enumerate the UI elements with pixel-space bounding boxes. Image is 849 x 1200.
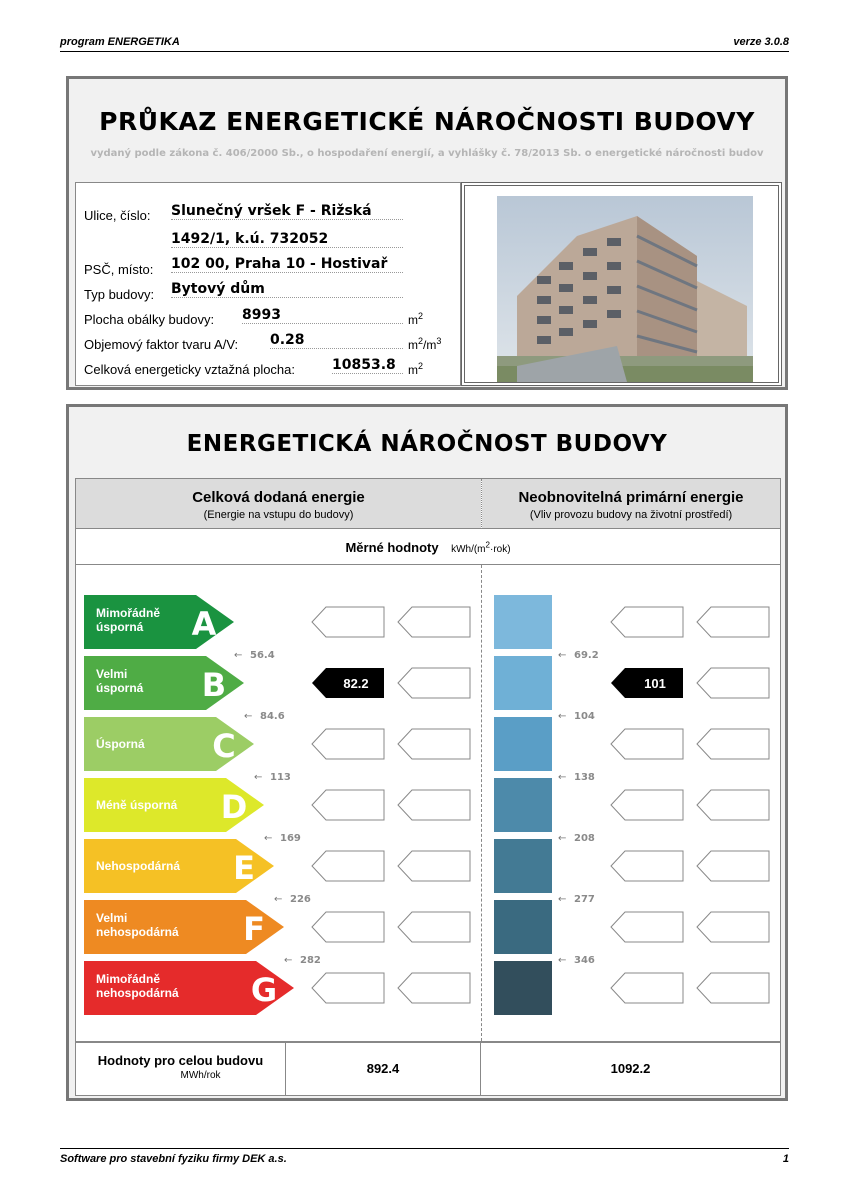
energy-class-chart: [76, 565, 780, 1041]
class-label-b: Velmi: [96, 667, 128, 681]
street-label: Ulice, číslo:: [84, 208, 151, 223]
primary-empty-marker-2: [697, 729, 769, 759]
header-divider: [481, 479, 482, 529]
primary-threshold-label: 277: [574, 894, 595, 905]
class-label-a: úsporná: [96, 620, 144, 634]
class-letter-f: F: [243, 910, 265, 948]
delivered-empty-marker: [312, 912, 384, 942]
primary-class-bar-e: [494, 839, 552, 893]
class-letter-g: G: [250, 971, 278, 1009]
primary-energy-header: [482, 479, 780, 529]
primary-empty-marker-2: [697, 973, 769, 1003]
class-letter-b: B: [201, 666, 227, 704]
primary-class-bar-a: [494, 595, 552, 649]
delivered-threshold-arrow: ←: [254, 772, 263, 783]
delivered-empty-marker: [312, 790, 384, 820]
primary-empty-marker-2: [697, 851, 769, 881]
delivered-threshold-label: 282: [300, 955, 321, 966]
primary-threshold-label: 69.2: [574, 650, 599, 661]
primary-threshold-arrow: ←: [558, 711, 567, 722]
delivered-threshold-arrow: ←: [264, 833, 273, 844]
performance-title: ENERGETICKÁ NÁROČNOST BUDOVY: [186, 431, 668, 457]
primary-threshold-label: 208: [574, 833, 595, 844]
delivered-empty-marker-2: [398, 607, 470, 637]
primary-empty-marker: [611, 851, 683, 881]
type-label: Typ budovy:: [84, 287, 155, 302]
program-version: verze 3.0.8: [733, 36, 789, 48]
building-info: [75, 182, 461, 386]
primary-empty-marker: [611, 729, 683, 759]
delivered-threshold-label: 84.6: [260, 711, 285, 722]
primary-empty-marker-2: [697, 790, 769, 820]
primary-empty-marker-2: [697, 607, 769, 637]
totals-delivered-value: 892.4: [286, 1043, 481, 1095]
class-label-f: Velmi: [96, 911, 128, 925]
primary-threshold-label: 346: [574, 955, 595, 966]
delivered-empty-marker: [312, 973, 384, 1003]
primary-threshold-arrow: ←: [558, 650, 567, 661]
delivered-energy-header: [76, 479, 481, 529]
city-label: PSČ, místo:: [84, 262, 154, 277]
delivered-threshold-arrow: ←: [274, 894, 283, 905]
program-name: program ENERGETIKA: [60, 36, 180, 48]
reference-area-unit: $m^2$: [408, 361, 424, 377]
delivered-empty-marker: [312, 851, 384, 881]
delivered-empty-marker-2: [398, 729, 470, 759]
reference-area-label: Celková energeticky vztažná plocha:: [84, 362, 296, 377]
class-label-a: Mimořádně: [96, 606, 161, 620]
delivered-empty-marker-2: [398, 668, 470, 698]
delivered-empty-marker-2: [398, 790, 470, 820]
primary-energy-title: Neobnovitelná primární energie: [518, 489, 744, 506]
delivered-empty-marker: [312, 729, 384, 759]
class-label-f: nehospodárná: [96, 925, 179, 939]
primary-threshold-arrow: ←: [558, 955, 567, 966]
delivered-threshold-label: 56.4: [250, 650, 275, 661]
rating-panel: [75, 478, 781, 1096]
envelope-label: Plocha obálky budovy:: [84, 312, 215, 327]
delivered-threshold-arrow: ←: [284, 955, 293, 966]
delivered-energy-title: Celková dodaná energie: [192, 489, 365, 506]
shape-factor-value: 0.28: [270, 332, 403, 349]
building-photo: [497, 196, 753, 382]
certificate-subtitle: vydaný podle zákona č. 406/2000 Sb., o hospodaření energií, a vyhlášky č. 78/2013 Sb. o energetické náročnosti budov: [90, 148, 764, 159]
page-number: 1: [782, 1153, 789, 1165]
delivered-energy-subtitle: (Energie na vstupu do budovy): [203, 509, 354, 521]
delivered-empty-marker: [312, 607, 384, 637]
specific-values-unit: kWh/$(m^2\cdot rok)$: [451, 540, 511, 555]
primary-class-bar-g: [494, 961, 552, 1015]
specific-values-label: Měrné hodnoty: [345, 540, 439, 555]
shape-factor-label: Objemový faktor tvaru A/V:: [84, 337, 239, 352]
delivered-threshold-label: 169: [280, 833, 301, 844]
class-letter-a: A: [191, 605, 217, 643]
street-value-2: 1492/1, k.ú. 732052: [171, 231, 403, 248]
class-label-g: Mimořádně: [96, 972, 161, 986]
class-label-d: Méně úsporná: [96, 798, 178, 812]
performance-box: [66, 404, 788, 1101]
primary-value-marker-value: 101: [644, 676, 666, 691]
page-footer: [60, 1148, 789, 1168]
primary-threshold-arrow: ←: [558, 833, 567, 844]
certificate-box: [66, 76, 788, 390]
type-value: Bytový dům: [171, 281, 403, 298]
delivered-threshold-arrow: ←: [234, 650, 243, 661]
delivered-empty-marker-2: [398, 973, 470, 1003]
shape-factor-unit: $m^2/m^3$: [408, 336, 442, 352]
totals-unit: MWh/rok: [180, 1070, 221, 1081]
totals-primary-value: 1092.2: [610, 1061, 651, 1076]
primary-class-bar-f: [494, 900, 552, 954]
class-label-c: Úsporná: [96, 737, 145, 751]
primary-class-bar-d: [494, 778, 552, 832]
class-label-b: úsporná: [96, 681, 144, 695]
primary-threshold-label: 104: [574, 711, 595, 722]
page-header: [60, 34, 789, 52]
envelope-unit: $m^2$: [408, 311, 424, 327]
delivered-empty-marker-2: [398, 851, 470, 881]
primary-empty-marker: [611, 790, 683, 820]
class-letter-c: C: [212, 727, 236, 765]
envelope-value: 8993: [242, 307, 403, 324]
totals-label-cell: [76, 1043, 286, 1095]
primary-threshold-arrow: ←: [558, 772, 567, 783]
class-letter-d: D: [220, 788, 248, 826]
primary-empty-marker: [611, 973, 683, 1003]
class-label-e: Nehospodárná: [96, 859, 181, 873]
primary-class-bar-c: [494, 717, 552, 771]
primary-class-bar-b: [494, 656, 552, 710]
primary-empty-marker-2: [697, 668, 769, 698]
primary-energy-subtitle: (Vliv provozu budovy na životní prostředí): [529, 509, 733, 521]
delivered-threshold-label: 226: [290, 894, 311, 905]
building-photo-frame: [461, 182, 782, 386]
certificate-title: PRŮKAZ ENERGETICKÉ NÁROČNOSTI BUDOVY: [99, 107, 755, 136]
class-letter-e: E: [233, 849, 255, 887]
primary-empty-marker: [611, 912, 683, 942]
totals-row: [76, 1041, 780, 1095]
specific-values-row: [76, 529, 780, 565]
delivered-threshold-arrow: ←: [244, 711, 253, 722]
street-value: Slunečný vršek F - Rižská: [171, 203, 403, 220]
primary-empty-marker: [611, 607, 683, 637]
delivered-value-marker-value: 82.2: [343, 676, 369, 691]
primary-threshold-arrow: ←: [558, 894, 567, 905]
class-label-g: nehospodárná: [96, 986, 179, 1000]
delivered-threshold-label: 113: [270, 772, 291, 783]
totals-label: Hodnoty pro celou budovu: [97, 1053, 264, 1068]
delivered-empty-marker-2: [398, 912, 470, 942]
software-credit: Software pro stavební fyziku firmy DEK a.s.: [60, 1153, 287, 1165]
primary-threshold-label: 138: [574, 772, 595, 783]
primary-empty-marker-2: [697, 912, 769, 942]
city-value: 102 00, Praha 10 - Hostivař: [171, 256, 403, 273]
reference-area-value: 10853.8: [332, 357, 403, 374]
